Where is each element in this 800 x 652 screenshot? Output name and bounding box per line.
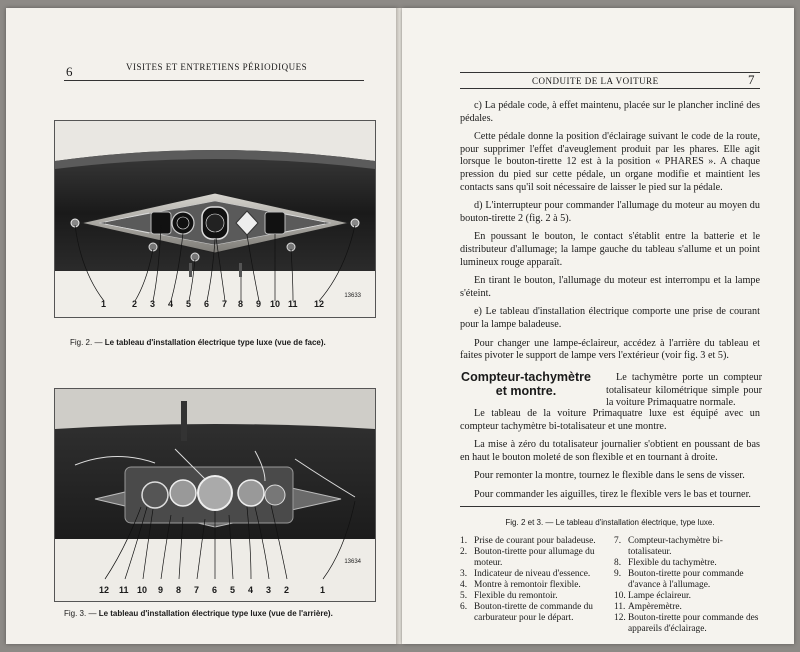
figure-2-photo xyxy=(54,120,376,318)
legend-item xyxy=(614,536,760,558)
caption-prefix: Fig. 3. — xyxy=(64,609,97,618)
legend-item xyxy=(614,569,760,591)
legend-item xyxy=(460,547,606,569)
legend-text: Prise de courant pour baladeuse. xyxy=(474,536,596,546)
section-intro: Le tachymètre porte un compteur totalisateur kilométrique simple pour la voiture Primaquatre normale. xyxy=(606,372,762,409)
legend-item xyxy=(460,536,606,547)
running-header: VISITES ET ENTRETIENS PÉRIODIQUES xyxy=(126,62,308,72)
paragraph: Cette pédale donne la position d'éclairage suivant le code de la route, pour supprimer l'effet d'aveuglement produit par les phares. Elle agit lorsque le bouton-tirette 12 est à la position « PHARES ». A chaque pression du pied sur cette pédale, un organe modifie et maintient les contacts sans qu'il soit nécessaire de laisser le pied sur la pédale. xyxy=(460,131,760,193)
header-rule xyxy=(460,88,760,89)
legend-number: 6. xyxy=(460,602,468,612)
caption-prefix: Fig. 2. — xyxy=(70,338,103,347)
callout: 6 xyxy=(212,585,218,595)
callout: 8 xyxy=(238,299,244,309)
callout: 3 xyxy=(150,299,156,309)
legend-number: 5. xyxy=(460,591,468,601)
header-rule xyxy=(64,80,364,81)
legend-number: 2. xyxy=(460,547,468,557)
callout: 5 xyxy=(230,585,236,595)
callout: 3 xyxy=(266,585,272,595)
legend-item xyxy=(614,613,760,635)
callout: 12 xyxy=(99,585,110,595)
callout: 11 xyxy=(119,585,129,595)
legend-item xyxy=(614,591,760,602)
paragraph: Le tableau de la voiture Primaquatre luxe est équipé avec un compteur tachymètre bi-totalisateur et une montre. xyxy=(460,408,760,432)
legend-item xyxy=(614,602,760,613)
callout: 8 xyxy=(176,585,182,595)
running-header: CONDUITE DE LA VOITURE xyxy=(532,76,659,86)
header-rule-top xyxy=(460,72,760,73)
callout: 6 xyxy=(204,299,210,309)
legend-number: 10. xyxy=(614,591,626,601)
paragraph: c) La pédale code, à effet maintenu, placée sur le plancher incliné des pédales. xyxy=(460,100,760,124)
legend-text: Flexible du remontoir. xyxy=(474,591,558,601)
figure-3-photo xyxy=(54,388,376,602)
legend-text: Flexible du tachymètre. xyxy=(628,558,717,568)
paragraph: En poussant le bouton, le contact s'établit entre la batterie et le distributeur d'allumage; la lampe gauche du tableau s'allume et un point lumineux rouge apparaît. xyxy=(460,231,760,268)
callout: 2 xyxy=(132,299,138,309)
legend-text: Bouton-tirette de commande du carburateur pour le départ. xyxy=(474,602,593,623)
figure-3-callouts xyxy=(55,585,375,597)
legend-number: 11. xyxy=(614,602,626,612)
callout: 10 xyxy=(270,299,281,309)
legend-item xyxy=(460,602,606,624)
plate-number: 13634 xyxy=(344,559,361,565)
legend-number: 7. xyxy=(614,536,622,546)
legend-text: Bouton-tirette pour commande d'avance à l'allumage. xyxy=(628,569,744,590)
callout: 2 xyxy=(284,585,290,595)
legend-text: Indicateur de niveau d'essence. xyxy=(474,569,591,579)
section-body xyxy=(460,408,760,508)
dashboard-rear-illustration xyxy=(55,389,375,601)
legend-item xyxy=(460,569,606,580)
legend-number: 12. xyxy=(614,613,626,623)
callout: 11 xyxy=(288,299,298,309)
paragraph: e) Le tableau d'installation électrique comporte une prise de courant pour la lampe baladeuse. xyxy=(460,306,760,330)
callout: 9 xyxy=(256,299,262,309)
callout: 1 xyxy=(101,299,107,309)
paragraph: La mise à zéro du totalisateur journalier s'obtient en poussant de bas en haut le bouton moleté de son flexible et en tournant à droite. xyxy=(460,439,760,463)
paragraph: Pour commander les aiguilles, tirez le flexible vers le bas et tourner. xyxy=(474,488,751,500)
callout: 4 xyxy=(168,299,174,309)
callout: 1 xyxy=(320,585,326,595)
section-heading: Compteur-tachymètre et montre. xyxy=(461,370,591,398)
legend-left-column xyxy=(460,536,606,624)
legend-number: 1. xyxy=(460,536,468,546)
legend-text: Lampe éclaireur. xyxy=(628,591,691,601)
legend-number: 3. xyxy=(460,569,468,579)
paragraph: En tirant le bouton, l'allumage du moteur est interrompu et la lampe s'éteint. xyxy=(460,275,760,299)
legend-number: 9. xyxy=(614,569,622,579)
legend-title: Fig. 2 et 3. — Le tableau d'installation électrique, type luxe. xyxy=(505,518,715,527)
caption-text: Le tableau d'installation électrique type luxe (vue de face). xyxy=(104,338,326,347)
callout: 10 xyxy=(137,585,148,595)
page-number: 6 xyxy=(66,64,73,79)
callout: 5 xyxy=(186,299,192,309)
legend-right-column xyxy=(614,536,760,635)
caption-text: Le tableau d'installation électrique type luxe (vue de l'arrière). xyxy=(98,609,333,618)
left-page xyxy=(6,8,398,644)
page-number: 7 xyxy=(748,72,755,87)
legend-text: Ampèremètre. xyxy=(628,602,682,612)
dashboard-front-illustration xyxy=(55,121,375,317)
callout: 7 xyxy=(222,299,228,309)
plate-number: 13633 xyxy=(344,293,361,299)
legend-number: 4. xyxy=(460,580,468,590)
callout: 4 xyxy=(248,585,254,595)
right-page xyxy=(402,8,794,644)
figure-2-caption xyxy=(70,338,326,347)
legend-number: 8. xyxy=(614,558,622,568)
legend-text: Compteur-tachymètre bi-totalisateur. xyxy=(628,536,723,557)
paragraph: Pour changer une lampe-éclaireur, accédez à l'arrière du tableau et faites pivoter le support de lampe vers l'extérieur (voir fig. 3 et 5). xyxy=(460,337,760,362)
callout: 7 xyxy=(194,585,200,595)
legend-rule xyxy=(460,506,760,507)
callout: 12 xyxy=(314,299,325,309)
legend-item xyxy=(460,580,606,591)
legend-text: Montre à remontoir flexible. xyxy=(474,580,581,590)
legend-item xyxy=(614,558,760,569)
legend-item xyxy=(460,591,606,602)
legend-text: Bouton-tirette pour allumage du moteur. xyxy=(474,547,595,568)
figure-3-caption xyxy=(64,609,333,618)
callout: 9 xyxy=(158,585,164,595)
figure-2-callouts xyxy=(55,299,375,311)
paragraph: d) L'interrupteur pour commander l'allumage du moteur au moyen du bouton-tirette 2 (fig. 2 à 5). xyxy=(460,200,760,224)
body-text xyxy=(460,100,760,369)
paragraph: Pour remonter la montre, tournez le flexible dans le sens de visser. xyxy=(474,470,745,482)
legend-text: Bouton-tirette pour commande des appareils d'éclairage. xyxy=(628,613,759,634)
